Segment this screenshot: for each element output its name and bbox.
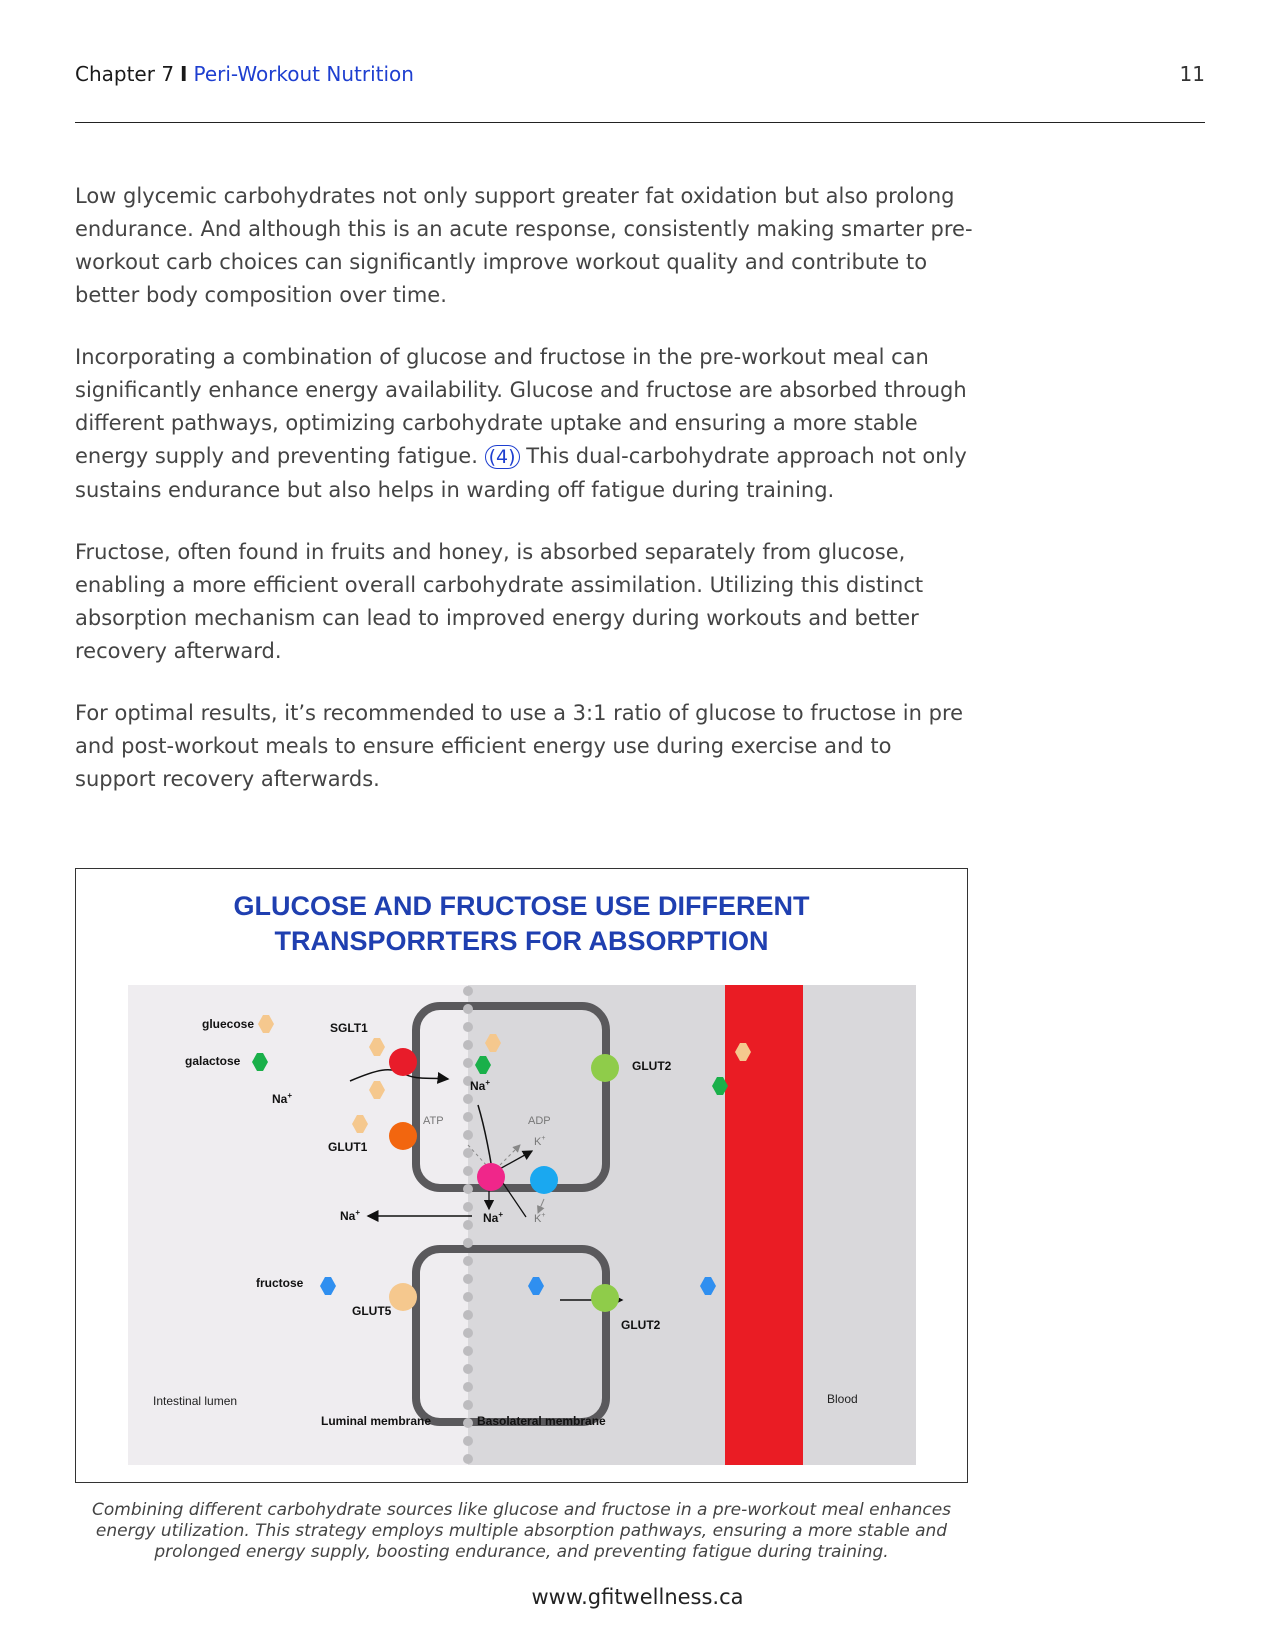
sglt1-label: SGLT1 <box>330 1021 368 1035</box>
glucose-label: gluecose <box>202 1017 255 1031</box>
header-divider <box>75 122 1205 123</box>
footer-website[interactable]: www.gfitwellness.ca <box>531 1585 744 1609</box>
figure-title-line-1: GLUCOSE AND FRUCTOSE USE DIFFERENT <box>233 891 810 921</box>
k-channel <box>530 1166 558 1194</box>
luminal-membrane-label: Luminal membrane <box>321 1414 432 1428</box>
paragraph-1: Low glycemic carbohydrates not only support greater fat oxidation but also prolong endurance. And although this is an acute response, consistently making smarter pre-workout carb choices can significantly improve workout quality and contribute to better body composition over time. <box>75 184 973 307</box>
glut1-label: GLUT1 <box>328 1140 368 1154</box>
na-in-label: Na+ <box>470 1078 491 1093</box>
na-out-label: Na+ <box>340 1208 361 1223</box>
paragraph-4: For optimal results, it’s recommended to use a 3:1 ratio of glucose to fructose in pre and post-workout meals to ensure efficient energy use during exercise and to support recovery afterwards. <box>75 701 964 791</box>
transport-diagram <box>128 985 916 1465</box>
na-mid-label: Na+ <box>483 1210 504 1225</box>
header-separator: I <box>180 62 188 86</box>
atp-label: ATP <box>423 1115 444 1127</box>
glut5-transporter <box>389 1283 417 1311</box>
paragraph-3: Fructose, often found in fruits and honey, is absorbed separately from glucose, enabling a more efficient overall carbohydrate assimilation. Utilizing this distinct absorption mechanism can lead to improved energy during workouts and better recovery afterward. <box>75 540 924 663</box>
chapter-label: Chapter 7 <box>75 62 175 86</box>
figure-title <box>76 889 967 959</box>
glut1-transporter <box>389 1122 417 1150</box>
paragraph-2-start: Incorporating a combination of glucose and fructose in the pre-workout meal can significantly enhance energy availability. Glucose and fructose are absorbed through different pathways, optimizing carbohydrate uptake and ensuring a more stable energy supply and preventing fatigue. <box>75 345 967 468</box>
na-k-pump <box>477 1163 505 1191</box>
chapter-heading <box>75 62 414 86</box>
figure-caption: Combining different carbohydrate sources like glucose and fructose in a pre-workout meal enhances energy utilization. This strategy employs multiple absorption pathways, ensuring a more stable and prolonged energy supply, boosting endurance, and preventing fatigue during training. <box>91 1500 952 1562</box>
paragraph-2-end: This dual-carbohydrate approach not only sustains endurance but also helps in warding off fatigue during training. <box>75 444 967 502</box>
citation-link[interactable]: (4) <box>485 445 520 469</box>
intestinal-lumen-label: Intestinal lumen <box>153 1394 238 1408</box>
figure-box <box>75 868 968 1483</box>
adp-label: ADP <box>528 1115 551 1127</box>
glut2-top-transporter <box>591 1054 619 1082</box>
page-header <box>75 62 1205 92</box>
paragraph-2 <box>75 341 975 507</box>
basolateral-membrane-label: Basolateral membrane <box>477 1414 606 1428</box>
k-top-label: K+ <box>534 1135 546 1148</box>
page-number: 11 <box>1179 62 1205 86</box>
k-bottom-label: K+ <box>534 1212 546 1225</box>
body-text <box>75 180 975 825</box>
section-title: Peri-Workout Nutrition <box>193 62 414 86</box>
blood-label: Blood <box>827 1392 858 1406</box>
fructose-label: fructose <box>256 1276 304 1290</box>
na-legend-label: Na+ <box>272 1091 293 1106</box>
glut5-label: GLUT5 <box>352 1304 392 1318</box>
glut2-top-label: GLUT2 <box>632 1059 672 1073</box>
figure-title-line-2: TRANSPORRTERS FOR ABSORPTION <box>274 926 769 956</box>
galactose-label: galactose <box>185 1054 241 1068</box>
glut2-bottom-transporter <box>591 1284 619 1312</box>
glut2-bottom-label: GLUT2 <box>621 1318 661 1332</box>
sglt1-transporter <box>389 1048 417 1076</box>
blood-vessel <box>725 985 803 1465</box>
